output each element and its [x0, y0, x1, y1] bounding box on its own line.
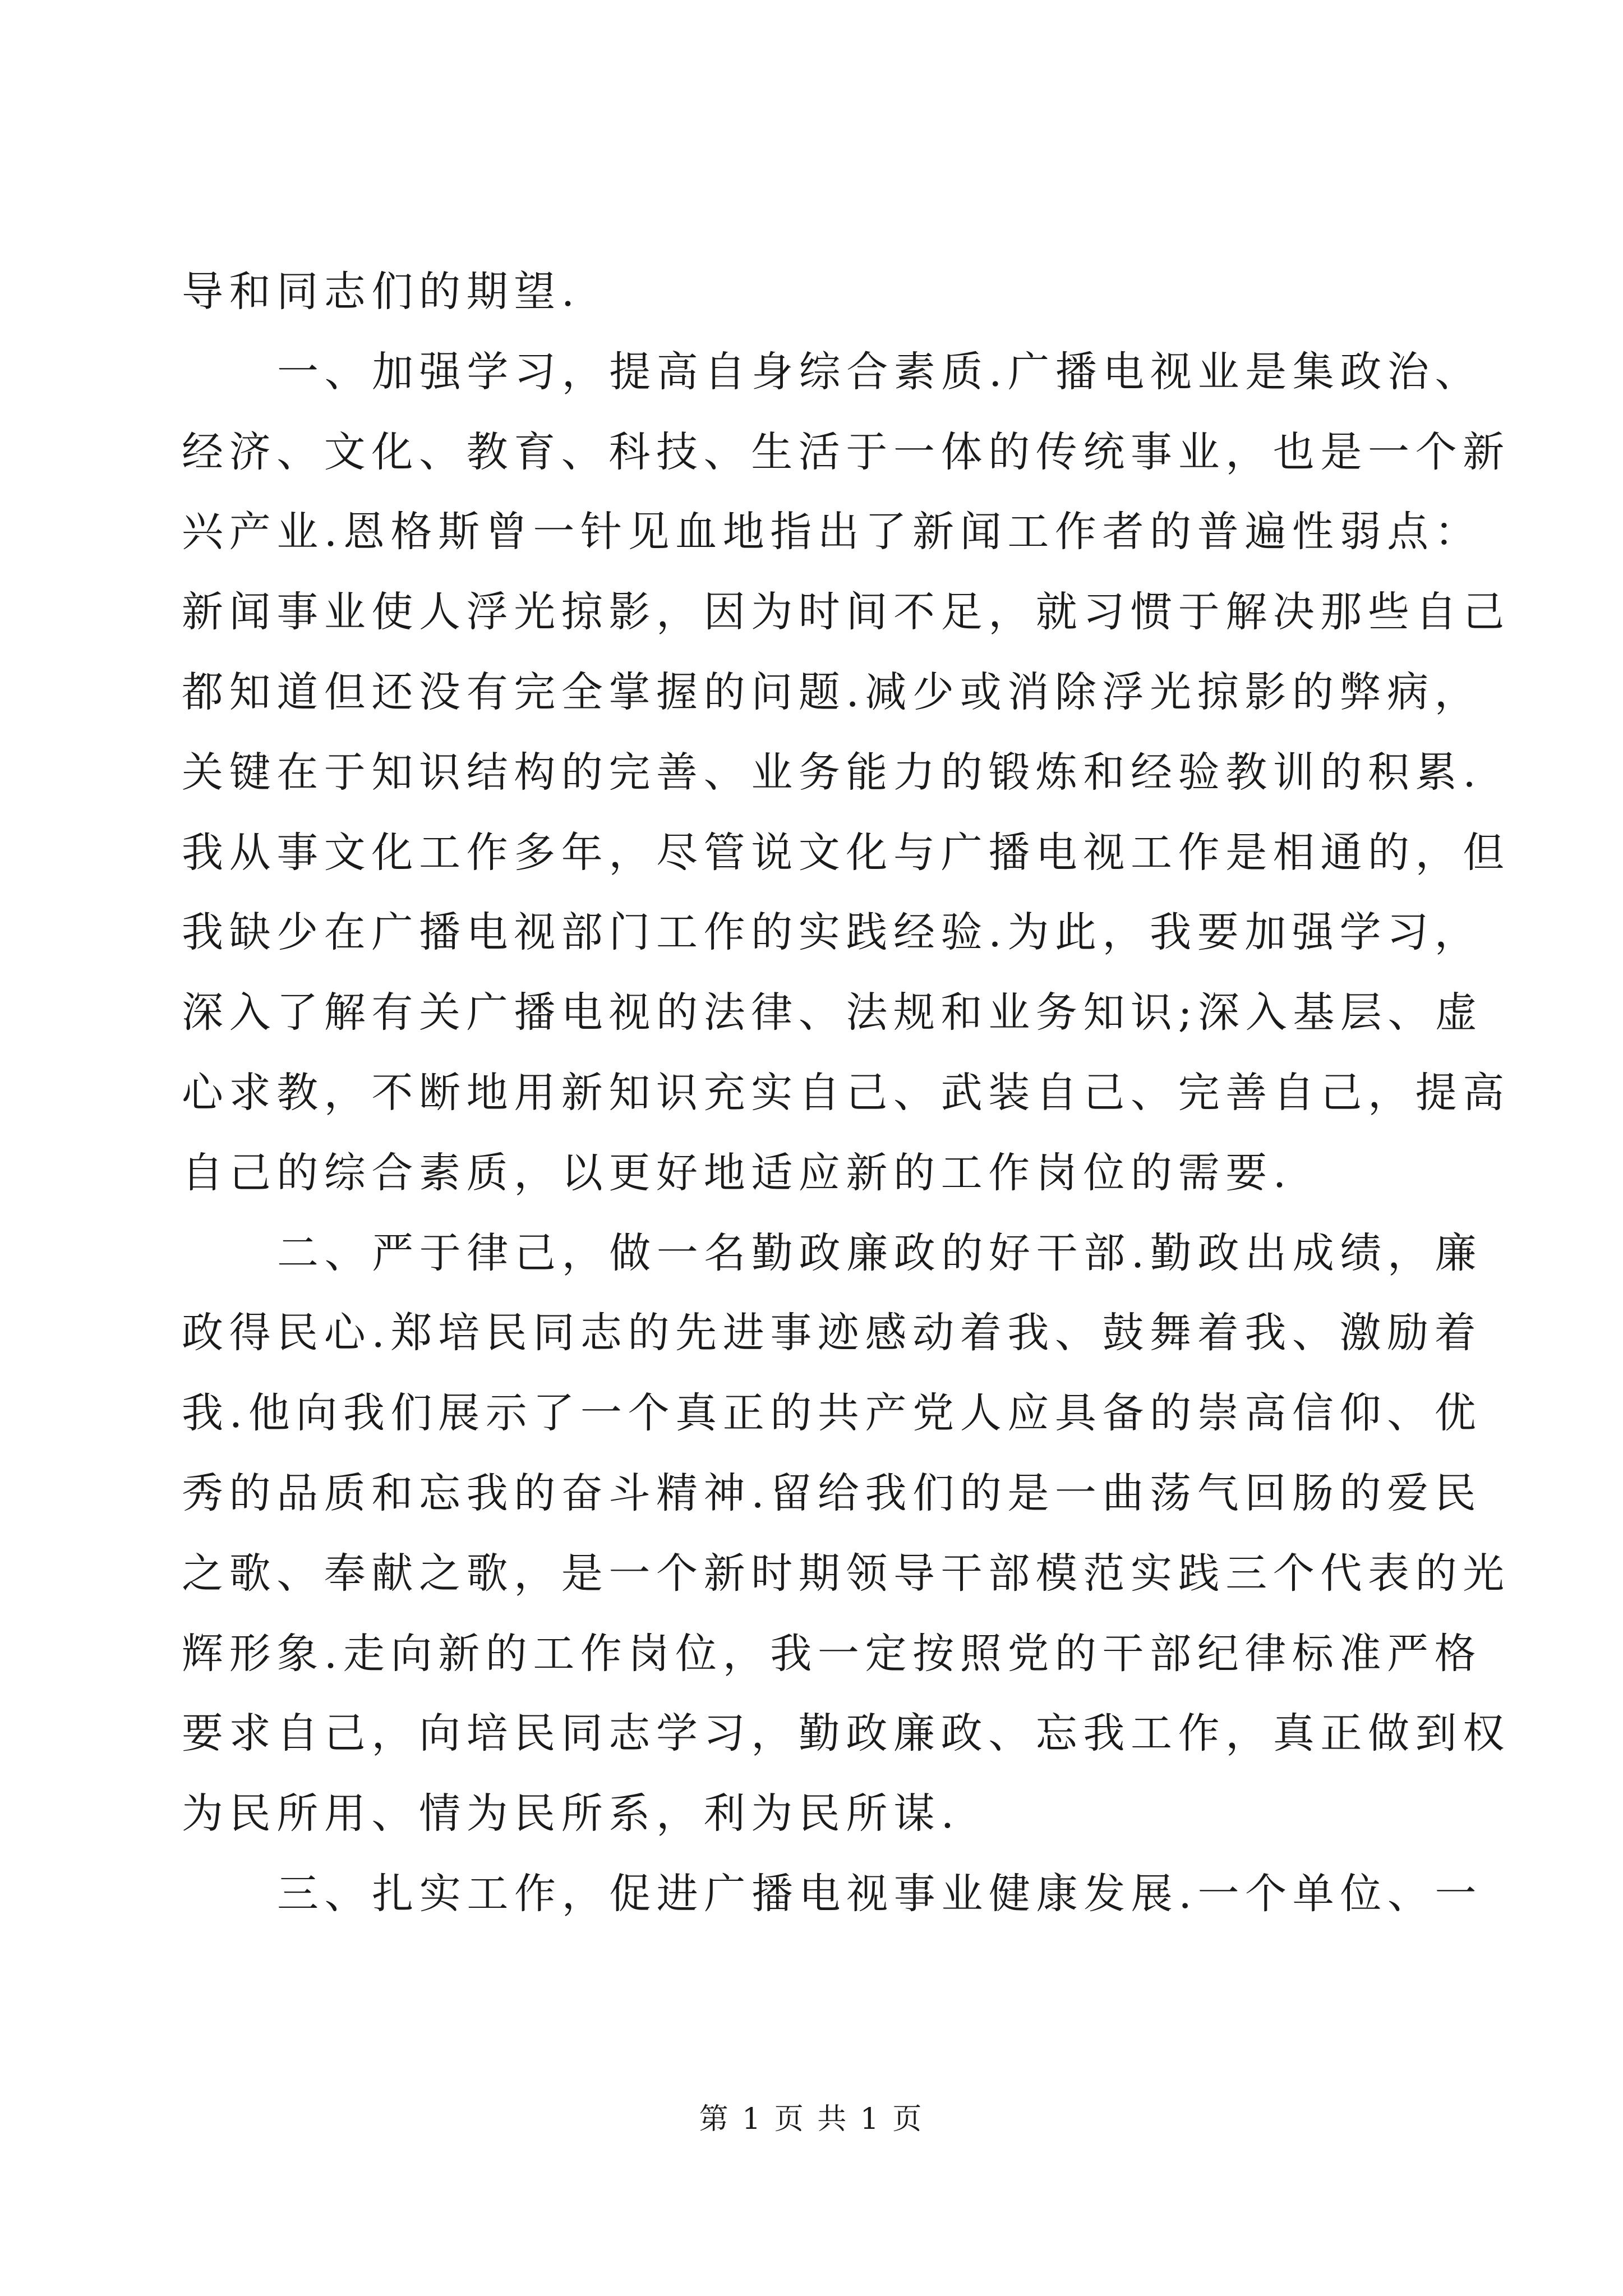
text-line: 政得民心.郑培民同志的先进事迹感动着我、鼓舞着我、激励着	[182, 1309, 1482, 1358]
text-line: 为民所用、情为民所系，利为民所谋.	[182, 1789, 960, 1838]
text-line: 之歌、奉献之歌，是一个新时期领导干部模范实践三个代表的光	[182, 1549, 1510, 1598]
text-line: 兴产业.恩格斯曾一针见血地指出了新闻工作者的普遍性弱点：	[182, 508, 1482, 556]
text-line: 新闻事业使人浮光掠影，因为时间不足，就习惯于解决那些自己	[182, 588, 1510, 637]
text-line: 我缺少在广播电视部门工作的实践经验.为此，我要加强学习，	[182, 908, 1482, 957]
paragraph-start-line: 三、扎实工作，促进广播电视事业健康发展.一个单位、一	[277, 1869, 1483, 1918]
text-line: 我从事文化工作多年，尽管说文化与广播电视工作是相通的，但	[182, 828, 1510, 877]
text-line: 要求自己，向培民同志学习，勤政廉政、忘我工作，真正做到权	[182, 1709, 1510, 1758]
paragraph-start-line: 二、严于律己，做一名勤政廉政的好干部.勤政出成绩，廉	[277, 1228, 1483, 1277]
paragraph-start-line: 一、加强学习，提高自身综合素质.广播电视业是集政治、	[277, 347, 1483, 396]
text-line: 导和同志们的期望.	[182, 268, 580, 316]
text-line: 我.他向我们展示了一个真正的共产党人应具备的崇高信仰、优	[182, 1389, 1482, 1438]
text-line: 经济、文化、教育、科技、生活于一体的传统事业，也是一个新	[182, 427, 1510, 476]
text-line: 关键在于知识结构的完善、业务能力的锻炼和经验教训的积累.	[182, 748, 1482, 797]
text-line: 都知道但还没有完全掌握的问题.减少或消除浮光掠影的弊病，	[182, 668, 1482, 716]
text-line: 心求教，不断地用新知识充实自己、武装自己、完善自己，提高	[182, 1068, 1510, 1117]
text-line: 辉形象.走向新的工作岗位，我一定按照党的干部纪律标准严格	[182, 1629, 1482, 1678]
text-line: 秀的品质和忘我的奋斗精神.留给我们的是一曲荡气回肠的爱民	[182, 1469, 1482, 1517]
body-text	[182, 252, 1510, 1934]
text-line: 自己的综合素质，以更好地适应新的工作岗位的需要.	[182, 1148, 1292, 1197]
text-line: 深入了解有关广播电视的法律、法规和业务知识;深入基层、虚	[182, 988, 1483, 1037]
page-footer: 第 1 页 共 1 页	[699, 2102, 924, 2136]
